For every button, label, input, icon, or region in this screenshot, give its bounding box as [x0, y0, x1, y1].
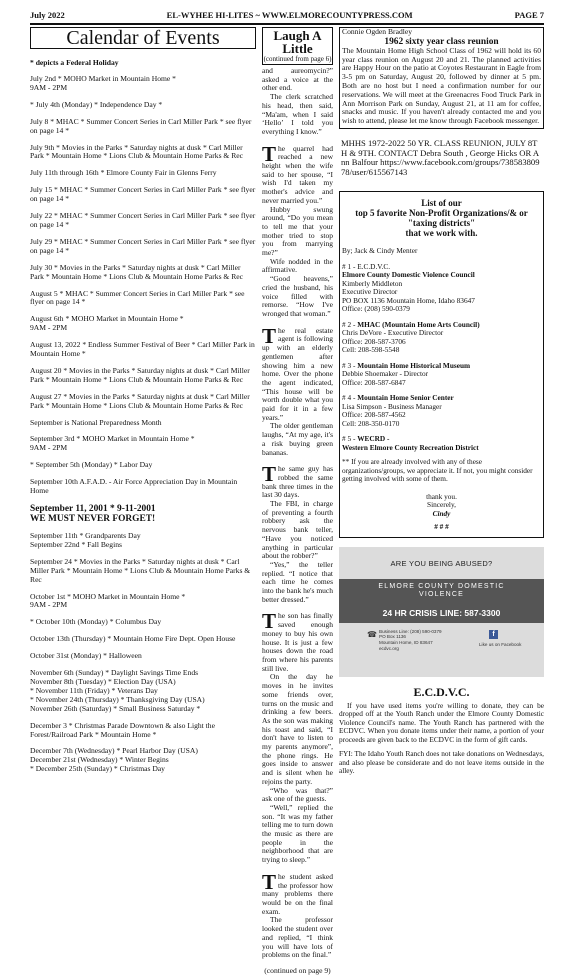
- nonprofit-footer: ** If you are already involved with any of these organizations/groups, we appreciate it. If not, you might consider getting involved with some of them.: [342, 457, 533, 484]
- facebook-label: Like us on Facebook: [479, 641, 522, 647]
- calendar-event: July 15 * MHAC * Summer Concert Series in Carl Miller Park * see flyer on page 14 *: [30, 185, 256, 204]
- org-number: # 4 -: [342, 393, 358, 403]
- org-number: # 1 - E.C.D.V.C.: [342, 261, 391, 271]
- calendar-event: July 2nd * MOHO Market in Mountain Home * 9AM - 2PM: [30, 74, 176, 92]
- calendar-event: * September 5th (Monday) * Labor Day: [30, 460, 153, 470]
- calendar-event: September 11th * Grandparents Day September 22nd * Fall Begins: [30, 531, 141, 549]
- org-list: [342, 263, 541, 453]
- ecdvc-title: E.C.D.V.C.: [413, 684, 470, 699]
- calendar-event: August 6th * MOHO Market in Mountain Home * 9AM - 2PM: [30, 314, 184, 333]
- crisis-line: 24 HR CRISIS LINE: 587-3300: [382, 607, 501, 618]
- drop-cap: T: [262, 609, 277, 634]
- ad-headline: ARE YOU BEING ABUSED?: [390, 558, 493, 568]
- page-header: [30, 10, 544, 22]
- laugh-subtitle: (continued from page 6): [263, 55, 332, 63]
- calendar-title: Calendar of Events: [30, 27, 256, 49]
- drop-cap: T: [262, 141, 277, 166]
- joke-text: “Good heavens,” cried the husband, his voice filled with remorse. “How I've wronged that woman.”: [262, 274, 333, 318]
- calendar-event: July 9th * Movies in the Parks * Saturday nights at dusk * Carl Miller Park * Mountain Home * Lions Club & Mountain Home Parks & Rec: [30, 142, 244, 161]
- mhhs-reunion-notice: MHHS 1972-2022 50 YR. CLASS REUNION, JULY 8TH & 9TH. CONTACT Debra South , George Hicks OR Ann Balfour https://www.facebook.com/groups/73858380978/user/615567143: [341, 137, 540, 177]
- org-details: Chris DeVore - Executive Director Office: 208-587-3706 Cell: 208-598-5548: [342, 328, 444, 355]
- calendar-event: July 8 * MHAC * Summer Concert Series in Carl Miller Park * see flyer on page 14 *: [30, 116, 252, 135]
- calendar-event: July 29 * MHAC * Summer Concert Series in Carl Miller Park * see flyer on page 14 *: [30, 236, 256, 255]
- calendar-event: September 24 * Movies in the Parks * Saturday nights at dusk * Carl Miller Park * Mountain Home * Lions Club & Mountain Home Parks & Rec: [30, 556, 251, 584]
- org-name: Mountain Home Historical Museum: [357, 360, 471, 370]
- end-mark: # # #: [434, 522, 449, 532]
- org-name: MHAC (Mountain Home Arts Council): [357, 319, 480, 329]
- nonprofit-title: List of our top 5 favorite Non-Profit Organizations/& or "taxing districts" that we work with.: [355, 198, 528, 239]
- calendar-note: * depicts a Federal Holiday: [30, 58, 119, 67]
- joke-text: The same guy has robbed the same bank three times in the last 30 days.: [262, 462, 333, 500]
- calendar-event: August 20 * Movies in the Parks * Saturday nights at dusk * Carl Miller Park * Mountain Home * Lions Club & Mountain Home Parks & Rec: [30, 365, 250, 384]
- calendar-event: November 6th (Sunday) * Daylight Savings Time Ends November 8th (Tuesday) * Election Day (USA) * November 11th (Friday) * Veterans Day * November 24th (Thursday) * Thanksgiving Day (USA) November 26th (Saturday) * Small Business Saturday *: [30, 668, 205, 713]
- joke-text: The professor looked the student over and replied, “I think you will have lots of problems on the final.”: [262, 915, 333, 960]
- org-number: # 5 -: [342, 434, 358, 444]
- nonprofit-box: [339, 191, 544, 538]
- continued-note: (continued on page 9): [264, 965, 331, 975]
- drop-cap: T: [262, 869, 277, 894]
- calendar-event: * October 10th (Monday) * Columbus Day: [30, 617, 162, 627]
- joke-text: The FBI, in charge of preventing a fourth robbery ask the nervous bank teller, “Have you noticed anything in particular about the robber?”: [262, 499, 333, 561]
- drop-cap: T: [262, 462, 277, 487]
- calendar-event: October 13th (Thursday) * Mountain Home Fire Dept. Open House: [30, 634, 236, 644]
- laugh-column: [262, 27, 333, 975]
- calendar-column: [30, 27, 256, 867]
- joke-text: The quarrel had reached a new height when the wife said to her spouse, “I wish I'd taken my mother's advice and never married you.”: [262, 141, 333, 205]
- joke-text: “Who was that?” ask one of the guests.: [262, 785, 333, 804]
- org-entry: [342, 321, 541, 355]
- calendar-event: * July 4th (Monday) * Independence Day *: [30, 99, 163, 109]
- calendar-events: [30, 75, 256, 774]
- calendar-event: August 13, 2022 * Endless Summer Festival of Beer * Carl Miller Park in Mountain Home *: [30, 340, 255, 359]
- joke-text: On the day he moves in he invites some friends over, turns on the music and drinking a few beers. As the son was making his toast and said, “I don't have to listen to my parents anymore”, the phone rings. He goes inside to answer and is silent when he rejoins the party.: [262, 672, 333, 786]
- page-number: PAGE 7: [514, 10, 544, 20]
- signature: Cindy: [432, 508, 451, 518]
- joke-text: and aureomycin?” asked a voice at the other end.: [262, 66, 333, 93]
- joke-text: The older gentleman laughs, “At my age, it's a risk buying green bananas.: [262, 421, 333, 457]
- sign-off: thank you. Sincerely,: [426, 491, 457, 510]
- calendar-event: July 30 * Movies in the Parks * Saturday nights at dusk * Carl Miller Park * Mountain Home * Lions Club & Mountain Home Parks & Rec: [30, 262, 244, 281]
- issue-date: July 2022: [30, 10, 65, 20]
- reunion-body: The Mountain Home High School Class of 1962 will hold its 60 year class reunion on August 20 and 21. The planned activities are Happy Hour on the patio at Coyotes Restaurant in Eagle from 3-5 pm on Saturday, August 20, followed by dinner at 5 pm. Both are no host but I need a confirmation number for our reservations. We will meet at the Greenacres Food Truck Park in Ann Morrison Park on Sunday, August 21, at 11 am for coffee, snacks and music. If you haven't already contacted me and you wish to attend, please let me know through Facebook messenger.: [342, 45, 541, 126]
- calendar-event: December 7th (Wednesday) * Pearl Harbor Day (USA) December 21st (Wednesday) * Winter Begins * December 25th (Sunday) * Christmas Day: [30, 746, 198, 774]
- calendar-event: September 11, 2001 * 9-11-2001 WE MUST NEVER FORGET!: [30, 504, 156, 524]
- joke-text: The real estate agent is following up with an elderly gentlemen after showing him a new home. Over the phone the agent indicated, “This house will be worth double what you paid for it in a few years.”: [262, 323, 333, 422]
- org-number: # 3 -: [342, 360, 358, 370]
- org-entry: [342, 263, 541, 314]
- reunion-box: [339, 27, 544, 129]
- ecdvc-advertisement: [339, 547, 544, 677]
- org-entry: [342, 394, 541, 428]
- calendar-event: September is National Preparedness Month: [30, 417, 162, 427]
- reunion-byline: Connie Ogden Bradley: [342, 27, 413, 36]
- calendar-event: July 11th through 16th * Elmore County Fair in Glenns Ferry: [30, 168, 217, 178]
- laugh-header: [262, 27, 333, 65]
- masthead: EL-WYHEE HI-LITES ~ WWW.ELMORECOUNTYPRESS.COM: [166, 10, 413, 20]
- joke-text: “Yes,” the teller replied. “I notice that each time he comes into the bank he's much better dressed.”: [262, 559, 333, 604]
- org-entry: [342, 362, 541, 388]
- ad-contact: Business Line: (208) 590-0379 PO Box 1136 Mountain Home, ID 83647 ecdvc.org: [379, 628, 442, 651]
- calendar-event: August 5 * MHAC * Summer Concert Series in Carl Miller Park * see flyer on page 14 *: [30, 288, 245, 307]
- calendar-event: December 3 * Christmas Parade Downtown & also Light the Forest/Railroad Park * Mountain Home *: [30, 720, 215, 739]
- org-number: # 2 -: [342, 319, 358, 329]
- drop-cap: T: [262, 323, 277, 348]
- org-details: Debbie Shoemaker - Director Office: 208-587-6847: [342, 369, 429, 387]
- ecdvc-fyi: FYI: The Idaho Youth Ranch does not take donations on Wednesdays, and also please be considerate and do not leave items outside in the alley.: [339, 749, 544, 776]
- org-entry: [342, 435, 541, 452]
- nonprofit-byline: By; Jack & Cindy Menter: [342, 246, 418, 256]
- org-name: Mountain Home Senior Center: [357, 393, 454, 403]
- joke-text: The student asked the professor how many problems there would be on the final exam.: [262, 869, 333, 916]
- calendar-event: July 22 * MHAC * Summer Concert Series in Carl Miller Park * see flyer on page 14 *: [30, 211, 256, 229]
- calendar-event: October 31st (Monday) * Halloween: [30, 651, 142, 661]
- joke-text: Hubby swung around, “Do you mean to tell me that your mother tried to stop you from marrying me?”: [262, 204, 333, 258]
- header-rule: [30, 23, 544, 25]
- joke-text: Wife nodded in the affirmative.: [262, 256, 333, 275]
- org-name: WECRD - Western Elmore County Recreation District: [342, 434, 479, 452]
- org-details: Lisa Simpson - Business Manager Office: 208-587-4562 Cell: 208-350-0170: [342, 401, 442, 428]
- right-column: [339, 27, 544, 867]
- joke-text: The clerk scratched his head, then said, “Ma'am, when I said ‘Hello’ I told you everything I know.”: [262, 92, 333, 136]
- ad-org-name: ELMORE COUNTY DOMESTIC VIOLENCE: [378, 582, 505, 598]
- org-name: Elmore County Domestic Violence Council: [342, 270, 475, 280]
- calendar-event: October 1st * MOHO Market in Mountain Home * 9AM - 2PM: [30, 591, 186, 610]
- calendar-event: September 3rd * MOHO Market in Mountain Home * 9AM - 2PM: [30, 434, 195, 453]
- joke-text: “Well,” replied the son. “It was my father telling me to turn down the music as there are people in the neighborhood that are trying to sleep.”: [262, 802, 333, 865]
- calendar-event: September 10th A.F.A.D. - Air Force Appreciation Day in Mountain Home: [30, 477, 238, 496]
- laugh-title: Laugh A Little: [273, 28, 322, 56]
- reunion-title: 1962 sixty year class reunion: [384, 36, 499, 47]
- org-details: Kimberly Middleton Executive Director PO BOX 1136 Mountain Home, Idaho 83647 Office: (208) 590-0379: [342, 278, 475, 314]
- ecdvc-body: If you have used items you're willing to donate, they can be dropped off at the Youth Ranch under the Elmore County Domestic Violence Council's name. The Youth Ranch has partnered with the ECDVC. When you donate items under their name, a portion of your proceeds are given back to the ECDVC in the form of gift cards.: [339, 700, 544, 744]
- calendar-event: August 27 * Movies in the Parks * Saturday nights at dusk * Carl Miller Park * Mountain Home * Lions Club & Mountain Home Parks & Rec: [30, 391, 250, 410]
- ad-band: [339, 579, 544, 623]
- facebook-icon: f: [489, 630, 498, 639]
- joke-text: The son has finally saved enough money to buy his own house. It is just a few houses down the road from where his parents still live.: [262, 609, 333, 673]
- phone-icon: ☎: [367, 629, 377, 639]
